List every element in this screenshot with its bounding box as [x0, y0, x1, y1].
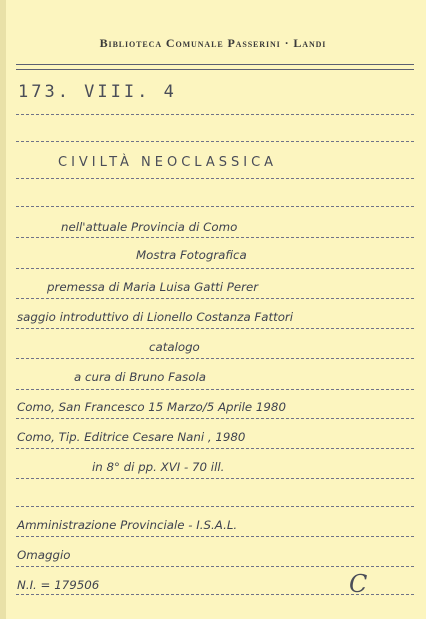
ruled-line: [16, 237, 414, 238]
entry-line-place: nell'attuale Provincia di Como: [61, 220, 238, 234]
ruled-line: [16, 358, 414, 359]
ruled-line: [16, 114, 414, 115]
ruled-line: [16, 418, 414, 419]
ruled-line: [16, 328, 414, 329]
ruled-line: [16, 389, 414, 390]
ruled-line: [16, 178, 414, 179]
title: CIVILTÀ NEOCLASSICA: [58, 155, 278, 170]
card-edge: [0, 0, 6, 619]
entry-line-exhibition: Mostra Fotografica: [136, 248, 247, 262]
entry-line-preface: premessa di Maria Luisa Gatti Perer: [47, 280, 259, 294]
entry-line-catalogue: catalogo: [149, 340, 200, 354]
shelfmark: 173. VIII. 4: [18, 82, 177, 102]
ruled-line: [16, 141, 414, 142]
header-double-rule: [16, 64, 414, 70]
entry-line-venue-dates: Como, San Francesco 15 Marzo/5 Aprile 1980: [17, 400, 286, 414]
entry-line-essay: saggio introduttivo di Lionello Costanza Fattori: [17, 310, 294, 324]
ruled-line: [16, 506, 414, 507]
ruled-line: [16, 536, 414, 537]
entry-line-publisher: Como, Tip. Editrice Cesare Nani , 1980: [17, 430, 246, 444]
ruled-line: [16, 478, 414, 479]
acquisition-note: Omaggio: [17, 548, 71, 562]
library-header: Biblioteca Comunale Passerini · Landi: [99, 36, 327, 50]
entry-line-collation: in 8° di pp. XVI - 70 ill.: [92, 460, 225, 474]
inventory-number: N.I. = 179506: [17, 578, 100, 592]
ruled-line: [16, 206, 414, 207]
ruled-line: [16, 448, 414, 449]
ruled-line: [16, 268, 414, 269]
ruled-line: [16, 298, 414, 299]
ruled-line: [16, 566, 414, 567]
provenance-note: Amministrazione Provinciale - I.S.A.L.: [17, 518, 238, 532]
corner-mark: C: [349, 570, 368, 598]
entry-line-editor: a cura di Bruno Fasola: [74, 370, 207, 384]
